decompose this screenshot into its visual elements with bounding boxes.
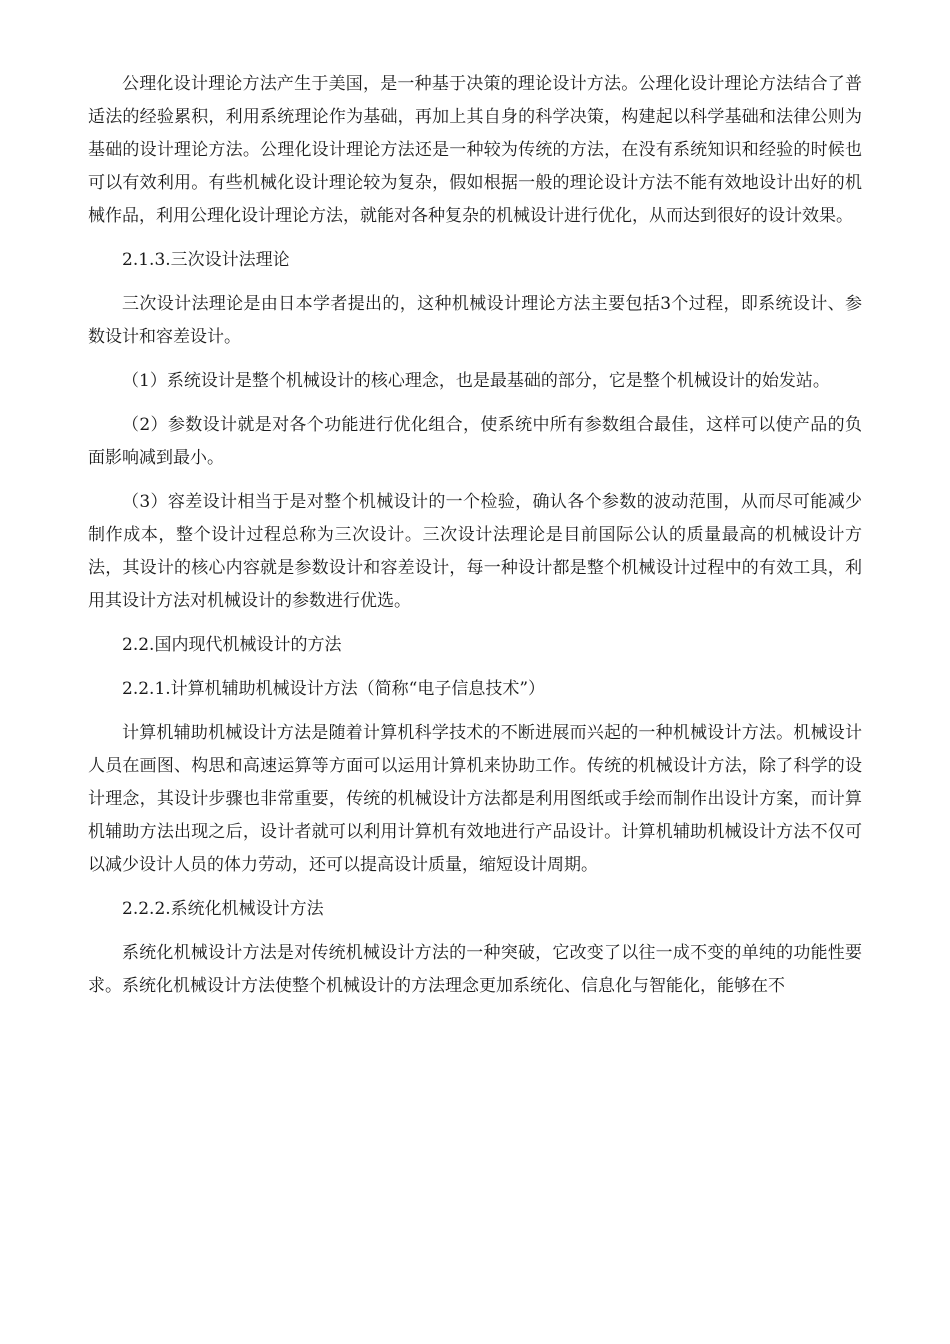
paragraph-systematic-design: 系统化机械设计方法是对传统机械设计方法的一种突破，它改变了以往一成不变的单纯的功能性要求。系统化机械设计方法使整个机械设计的方法理念更加系统化、信息化与智能化，能够在不 <box>88 943 862 996</box>
paragraph-tolerance-design: （3）容差设计相当于是对整个机械设计的一个检验，确认各个参数的波动范围，从而尽可能减少制作成本，整个设计过程总称为三次设计。三次设计法理论是目前国际公认的质量最高的机械设计方法，其设计的核心内容就是参数设计和容差设计，每一种设计都是整个机械设计过程中的有效工具，利用其设计方法对机械设计的参数进行优选。 <box>88 492 862 611</box>
paragraph-parameter-design: （2）参数设计就是对各个功能进行优化组合，使系统中所有参数组合最佳，这样可以使产品的负面影响减到最小。 <box>88 415 862 468</box>
heading-2-2-1: 2.2.1.计算机辅助机械设计方法（简称“电子信息技术”） <box>122 679 546 699</box>
paragraph-three-stage-intro: 三次设计法理论是由日本学者提出的，这种机械设计理论方法主要包括3个过程，即系统设计、参数设计和容差设计。 <box>88 294 862 347</box>
heading-2-2: 2.2.国内现代机械设计的方法 <box>122 635 342 655</box>
heading-2-1-3: 2.1.3.三次设计法理论 <box>122 250 290 270</box>
paragraph-axiomatic-design: 公理化设计理论方法产生于美国，是一种基于决策的理论设计方法。公理化设计理论方法结合了普适法的经验累积，利用系统理论作为基础，再加上其自身的科学决策，构建起以科学基础和法律公则为基础的设计理论方法。公理化设计理论方法还是一种较为传统的方法，在没有系统知识和经验的时候也可以有效利用。有些机械化设计理论较为复杂，假如根据一般的理论设计方法不能有效地设计出好的机械作品，利用公理化设计理论方法，就能对各种复杂的机械设计进行优化，从而达到很好的设计效果。 <box>88 74 862 226</box>
document-page <box>88 68 862 1003</box>
paragraph-computer-aided-design: 计算机辅助机械设计方法是随着计算机科学技术的不断进展而兴起的一种机械设计方法。机械设计人员在画图、构思和高速运算等方面可以运用计算机来协助工作。传统的机械设计方法，除了科学的设计理念，其设计步骤也非常重要，传统的机械设计方法都是利用图纸或手绘而制作出设计方案，而计算机辅助方法出现之后，设计者就可以利用计算机有效地进行产品设计。计算机辅助机械设计方法不仅可以减少设计人员的体力劳动，还可以提高设计质量，缩短设计周期。 <box>88 723 862 875</box>
paragraph-system-design: （1）系统设计是整个机械设计的核心理念，也是最基础的部分，它是整个机械设计的始发站。 <box>122 371 830 391</box>
heading-2-2-2: 2.2.2.系统化机械设计方法 <box>122 899 324 919</box>
